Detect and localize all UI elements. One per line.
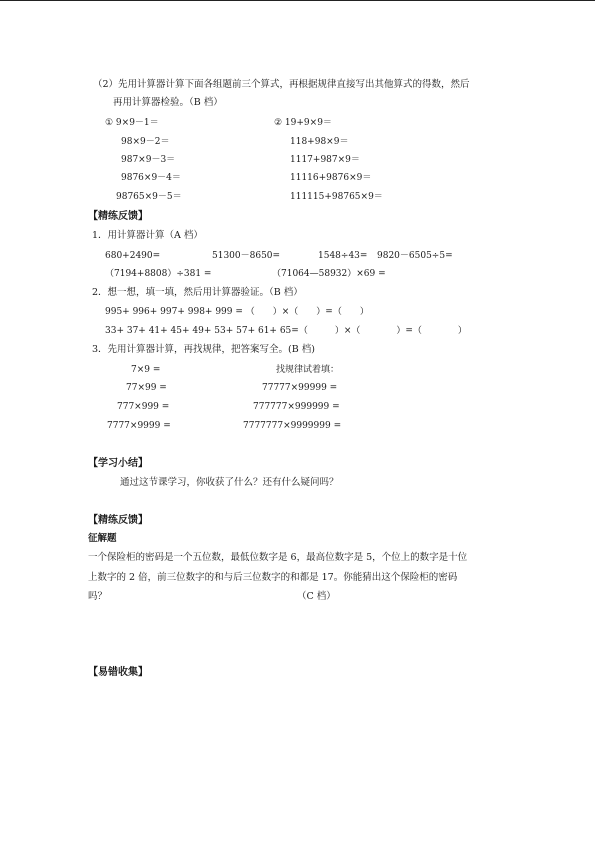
question-3-left-4: 7777×9999 = bbox=[107, 421, 171, 431]
part2-right-expr-4: 11116+9876×9＝ bbox=[290, 173, 372, 183]
question-3-left-1: 7×9 = bbox=[131, 365, 161, 375]
question-3-left-2: 77×99 = bbox=[126, 383, 167, 393]
part2-right-expr-3: 1117+987×9＝ bbox=[290, 155, 360, 165]
question-3-left-3: 777×999 = bbox=[117, 402, 170, 412]
practice-feedback-heading-2: 【精练反馈】 bbox=[88, 515, 148, 526]
question-1-expr-1: 680+2490= bbox=[105, 251, 161, 261]
part2-left-expr-5: 98765×9－5＝ bbox=[116, 192, 182, 202]
challenge-problem-subheading: 征解题 bbox=[88, 533, 117, 544]
mistakes-collection-heading: 【易错收集】 bbox=[88, 667, 148, 678]
part2-right-expr-5: 111115+98765×9＝ bbox=[290, 192, 383, 202]
question-3-right-1: 77777×99999 = bbox=[262, 383, 338, 393]
question-2-line-1: 995+ 996+ 997+ 998+ 999 = （ ）×（ ）=（ ） bbox=[105, 307, 369, 317]
question-2-line-2: 33+ 37+ 41+ 45+ 49+ 53+ 57+ 61+ 65=（ ）×（ ）=（ ） bbox=[105, 326, 467, 336]
question-3-title: 3．先用计算器计算，再找规律，把答案写全。(B 档) bbox=[92, 344, 315, 355]
part2-instruction-line1: （2）先用计算器计算下面各组题前三个算式，再根据规律直接写出其他算式的得数，然后 bbox=[93, 79, 470, 90]
part2-right-expr-2: 118+98×9＝ bbox=[290, 137, 349, 147]
challenge-problem-line2: 上数字的 2 倍，前三位数字的和与后三位数字的和都是 17。你能猜出这个保险柜的密码 bbox=[88, 572, 458, 583]
learning-summary-text: 通过这节课学习，你收获了什么？还有什么疑问吗？ bbox=[120, 477, 339, 488]
part2-right-expr-1: ② 19+9×9＝ bbox=[274, 118, 332, 128]
part2-left-expr-3: 987×9－3＝ bbox=[121, 155, 176, 165]
learning-summary-heading: 【学习小结】 bbox=[88, 458, 148, 469]
question-1-expr-3: 1548÷43= bbox=[318, 251, 368, 261]
challenge-problem-level: （C 档） bbox=[297, 591, 336, 602]
part2-left-expr-2: 98×9－2＝ bbox=[121, 137, 170, 147]
part2-left-expr-1: ① 9×9－1＝ bbox=[105, 118, 159, 128]
question-1-expr-5: （7194+8808）÷381 = bbox=[105, 269, 212, 279]
question-1-expr-2: 51300－8650= bbox=[212, 251, 281, 261]
question-1-expr-6: （71064—58932）×69 = bbox=[272, 269, 386, 279]
question-3-right-3: 7777777×9999999 = bbox=[243, 421, 342, 431]
challenge-problem-line1: 一个保险柜的密码是一个五位数，最低位数字是 6，最高位数字是 5，个位上的数字是十位 bbox=[88, 552, 468, 563]
question-3-right-2: 777777×999999 = bbox=[253, 402, 340, 412]
question-2-title: 2．想一想，填一填，然后用计算器验证。（B 档） bbox=[92, 287, 303, 298]
practice-feedback-heading: 【精练反馈】 bbox=[88, 211, 148, 222]
challenge-problem-line3: 吗？ bbox=[88, 591, 108, 602]
top-border-line bbox=[0, 0, 595, 1]
part2-left-expr-4: 9876×9－4＝ bbox=[121, 173, 181, 183]
question-1-title: 1．用计算器计算（A 档） bbox=[92, 230, 203, 241]
question-3-pattern-title: 找规律试着填： bbox=[276, 365, 340, 375]
question-1-expr-4: 9820－6505÷5= bbox=[377, 251, 453, 261]
part2-instruction-line2: 再用计算器检验。（B 档） bbox=[113, 97, 223, 108]
